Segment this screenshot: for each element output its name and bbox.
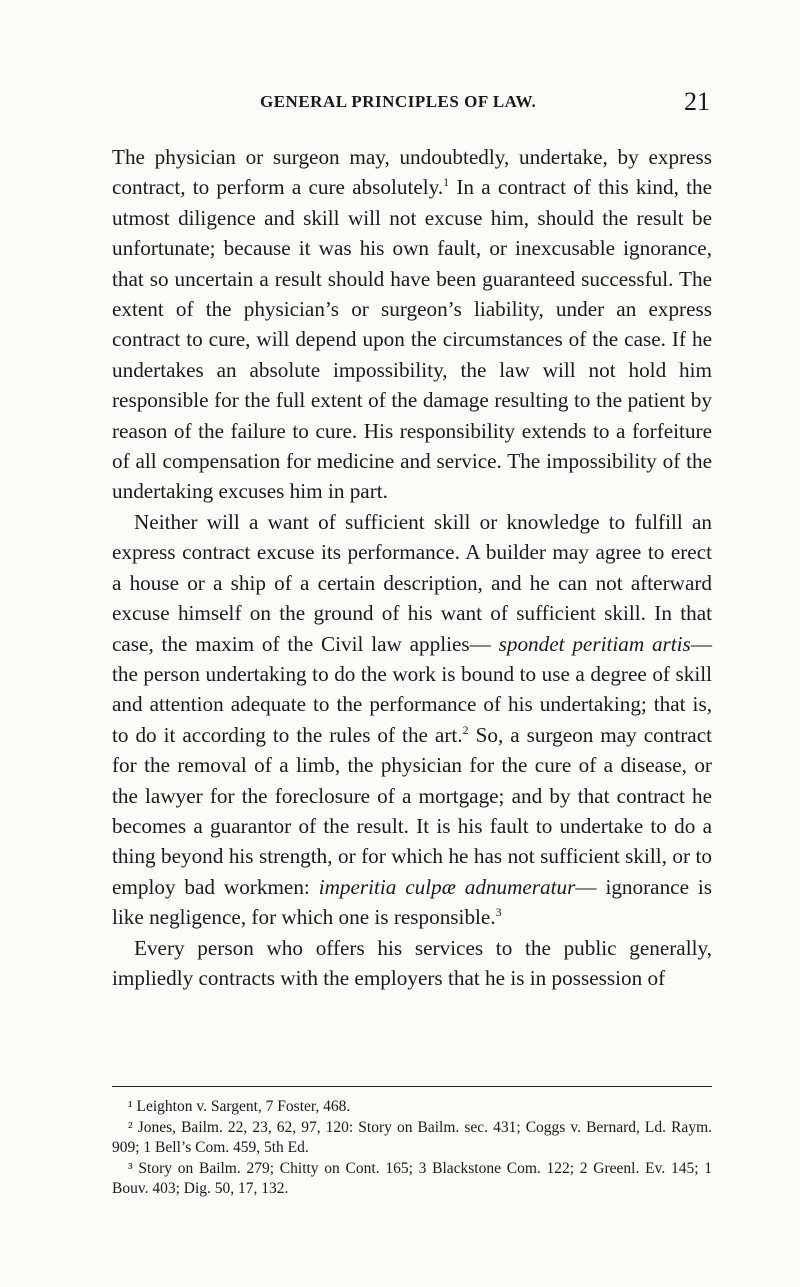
footnote-ref: 3 bbox=[495, 905, 502, 920]
footnote-ref: 1 bbox=[443, 175, 450, 190]
body-text bbox=[112, 142, 712, 993]
text-run: Every person who offers his services to the public generally, impliedly contracts with the employers that he is in possession of bbox=[112, 935, 712, 990]
footnote: ¹ Leighton v. Sargent, 7 Foster, 468. bbox=[128, 1098, 351, 1115]
running-head: GENERAL PRINCIPLES OF LAW. bbox=[260, 92, 537, 111]
page-number: 21 bbox=[684, 87, 710, 116]
text-run: Neither will a want of sufficient skill or knowledge to fulfill an express contract excuse its performance. A builder may agree to erect a house or a ship of a certain description, and he can not afterward excuse himself on the ground of his want of sufficient skill. In that case, the maxim of the Civil law applies— bbox=[112, 509, 712, 656]
latin-maxim: spondet peritiam artis bbox=[498, 631, 691, 656]
text-run: The physician or surgeon may, undoubtedly, undertake, by express contract, to perform a cure absolutely. bbox=[112, 145, 712, 200]
text-run: So, a surgeon may contract for the removal of a limb, the physician for the cure of a disease, or the lawyer for the foreclosure of a mortgage; and by that contract he becomes a guarantor of the result. It is his fault to undertake to do a thing beyond his strength, or for which he has not sufficient skill, or to employ bad workmen: bbox=[112, 722, 712, 899]
footnote-divider bbox=[112, 1086, 712, 1087]
footnote-ref: 2 bbox=[462, 722, 469, 737]
text-run: —the person undertaking to do the work is bound to use a degree of skill and attention adequate to the performance of his undertaking; that is, to do it according to the rules of the art. bbox=[112, 631, 712, 747]
paragraph bbox=[112, 507, 712, 933]
text-run: — ignorance is like negligence, for which one is responsible. bbox=[112, 874, 712, 930]
latin-maxim: imperitia culpæ adnumeratur bbox=[318, 874, 576, 899]
footnotes bbox=[112, 1097, 712, 1200]
footnote: ³ Story on Bailm. 279; Chitty on Cont. 165; 3 Blackstone Com. 122; 2 Greenl. Ev. 145; 1 Bouv. 403; Dig. 50, 17, 132. bbox=[112, 1159, 712, 1197]
page-header bbox=[110, 87, 710, 122]
paragraph bbox=[112, 142, 712, 507]
footnote: ² Jones, Bailm. 22, 23, 62, 97, 120: Story on Bailm. sec. 431; Coggs v. Bernard, Ld. Raym. 909; 1 Bell’s Com. 459, 5th Ed. bbox=[112, 1118, 712, 1156]
text-run: In a contract of this kind, the utmost diligence and skill will not excuse him, should the result be unfortunate; because it was his own fault, or inexcusable ignorance, that so uncertain a result should have been guaranteed successful. The extent of the physician’s or surgeon’s liability, under an express contract to cure, will depend upon the circumstances of the case. If he undertakes an absolute impossibility, the law will not hold him responsible for the full extent of the damage resulting to the patient by reason of the failure to cure. His responsibility extends to a forfeiture of all compensation for medicine and service. The impossibility of the undertaking excuses him in part. bbox=[112, 175, 712, 504]
paragraph bbox=[112, 933, 712, 994]
